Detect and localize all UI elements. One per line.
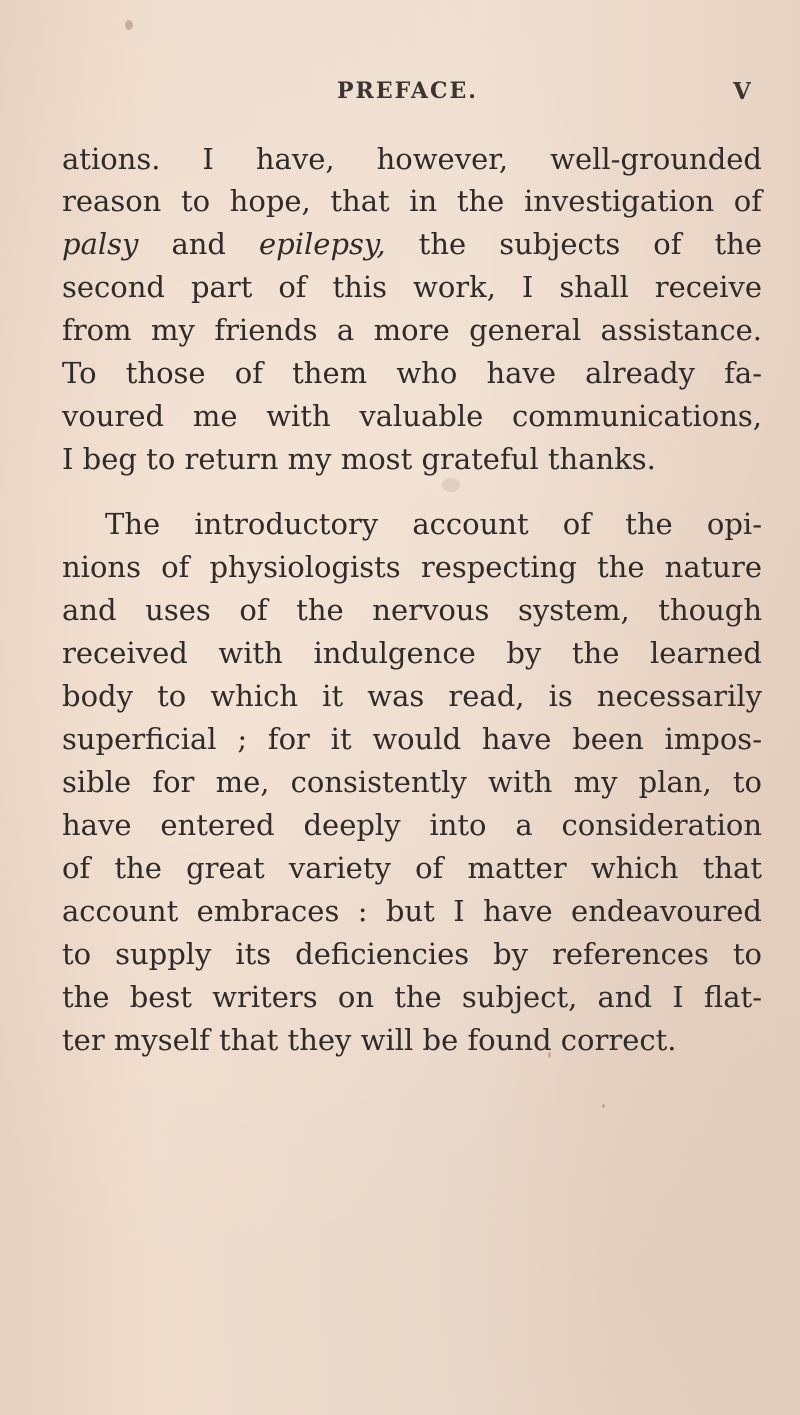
text-line: ations. I have, however, well-grounded [62, 142, 762, 176]
text-line: nions of physiologists respecting the nature [62, 550, 762, 584]
text-line: of the great variety of matter which that [62, 851, 762, 885]
paper-speck [602, 1104, 605, 1108]
text-line: and uses of the nervous system, though [62, 593, 762, 627]
text-line: I beg to return my most grateful thanks. [62, 442, 656, 476]
text-line: have entered deeply into a consideration [62, 808, 762, 842]
text-line: second part of this work, I shall receive [62, 270, 762, 304]
running-title: PREFACE. [337, 78, 478, 104]
paper-speck [442, 478, 460, 492]
text-line: reason to hope, that in the investigation of [62, 184, 762, 218]
text-line: from my friends a more general assistance. [62, 313, 762, 347]
text-line: superficial ; for it would have been impos- [62, 722, 762, 756]
text-line: sible for me, consistently with my plan, to [62, 765, 762, 799]
text-line: The introductory account of the opi- [105, 507, 762, 541]
text-line: account embraces : but I have endeavoured [62, 894, 762, 928]
text-line: palsy and epilepsy, the subjects of the [62, 227, 763, 261]
italic-term: palsy [62, 227, 139, 261]
page-header [0, 78, 800, 118]
text-line: voured me with valuable communications, [62, 399, 762, 433]
page-number: V [733, 78, 751, 105]
text-line: ter myself that they will be found correct. [62, 1023, 677, 1057]
text-line: body to which it was read, is necessarily [62, 679, 762, 713]
paper-speck [125, 20, 133, 30]
text-line: received with indulgence by the learned [62, 636, 762, 670]
text-line: to supply its deficiencies by references to [62, 937, 762, 971]
text-line: To those of them who have already fa- [62, 356, 762, 390]
text-line: the best writers on the subject, and I flat- [62, 980, 762, 1014]
italic-term: epilepsy, [259, 227, 386, 261]
